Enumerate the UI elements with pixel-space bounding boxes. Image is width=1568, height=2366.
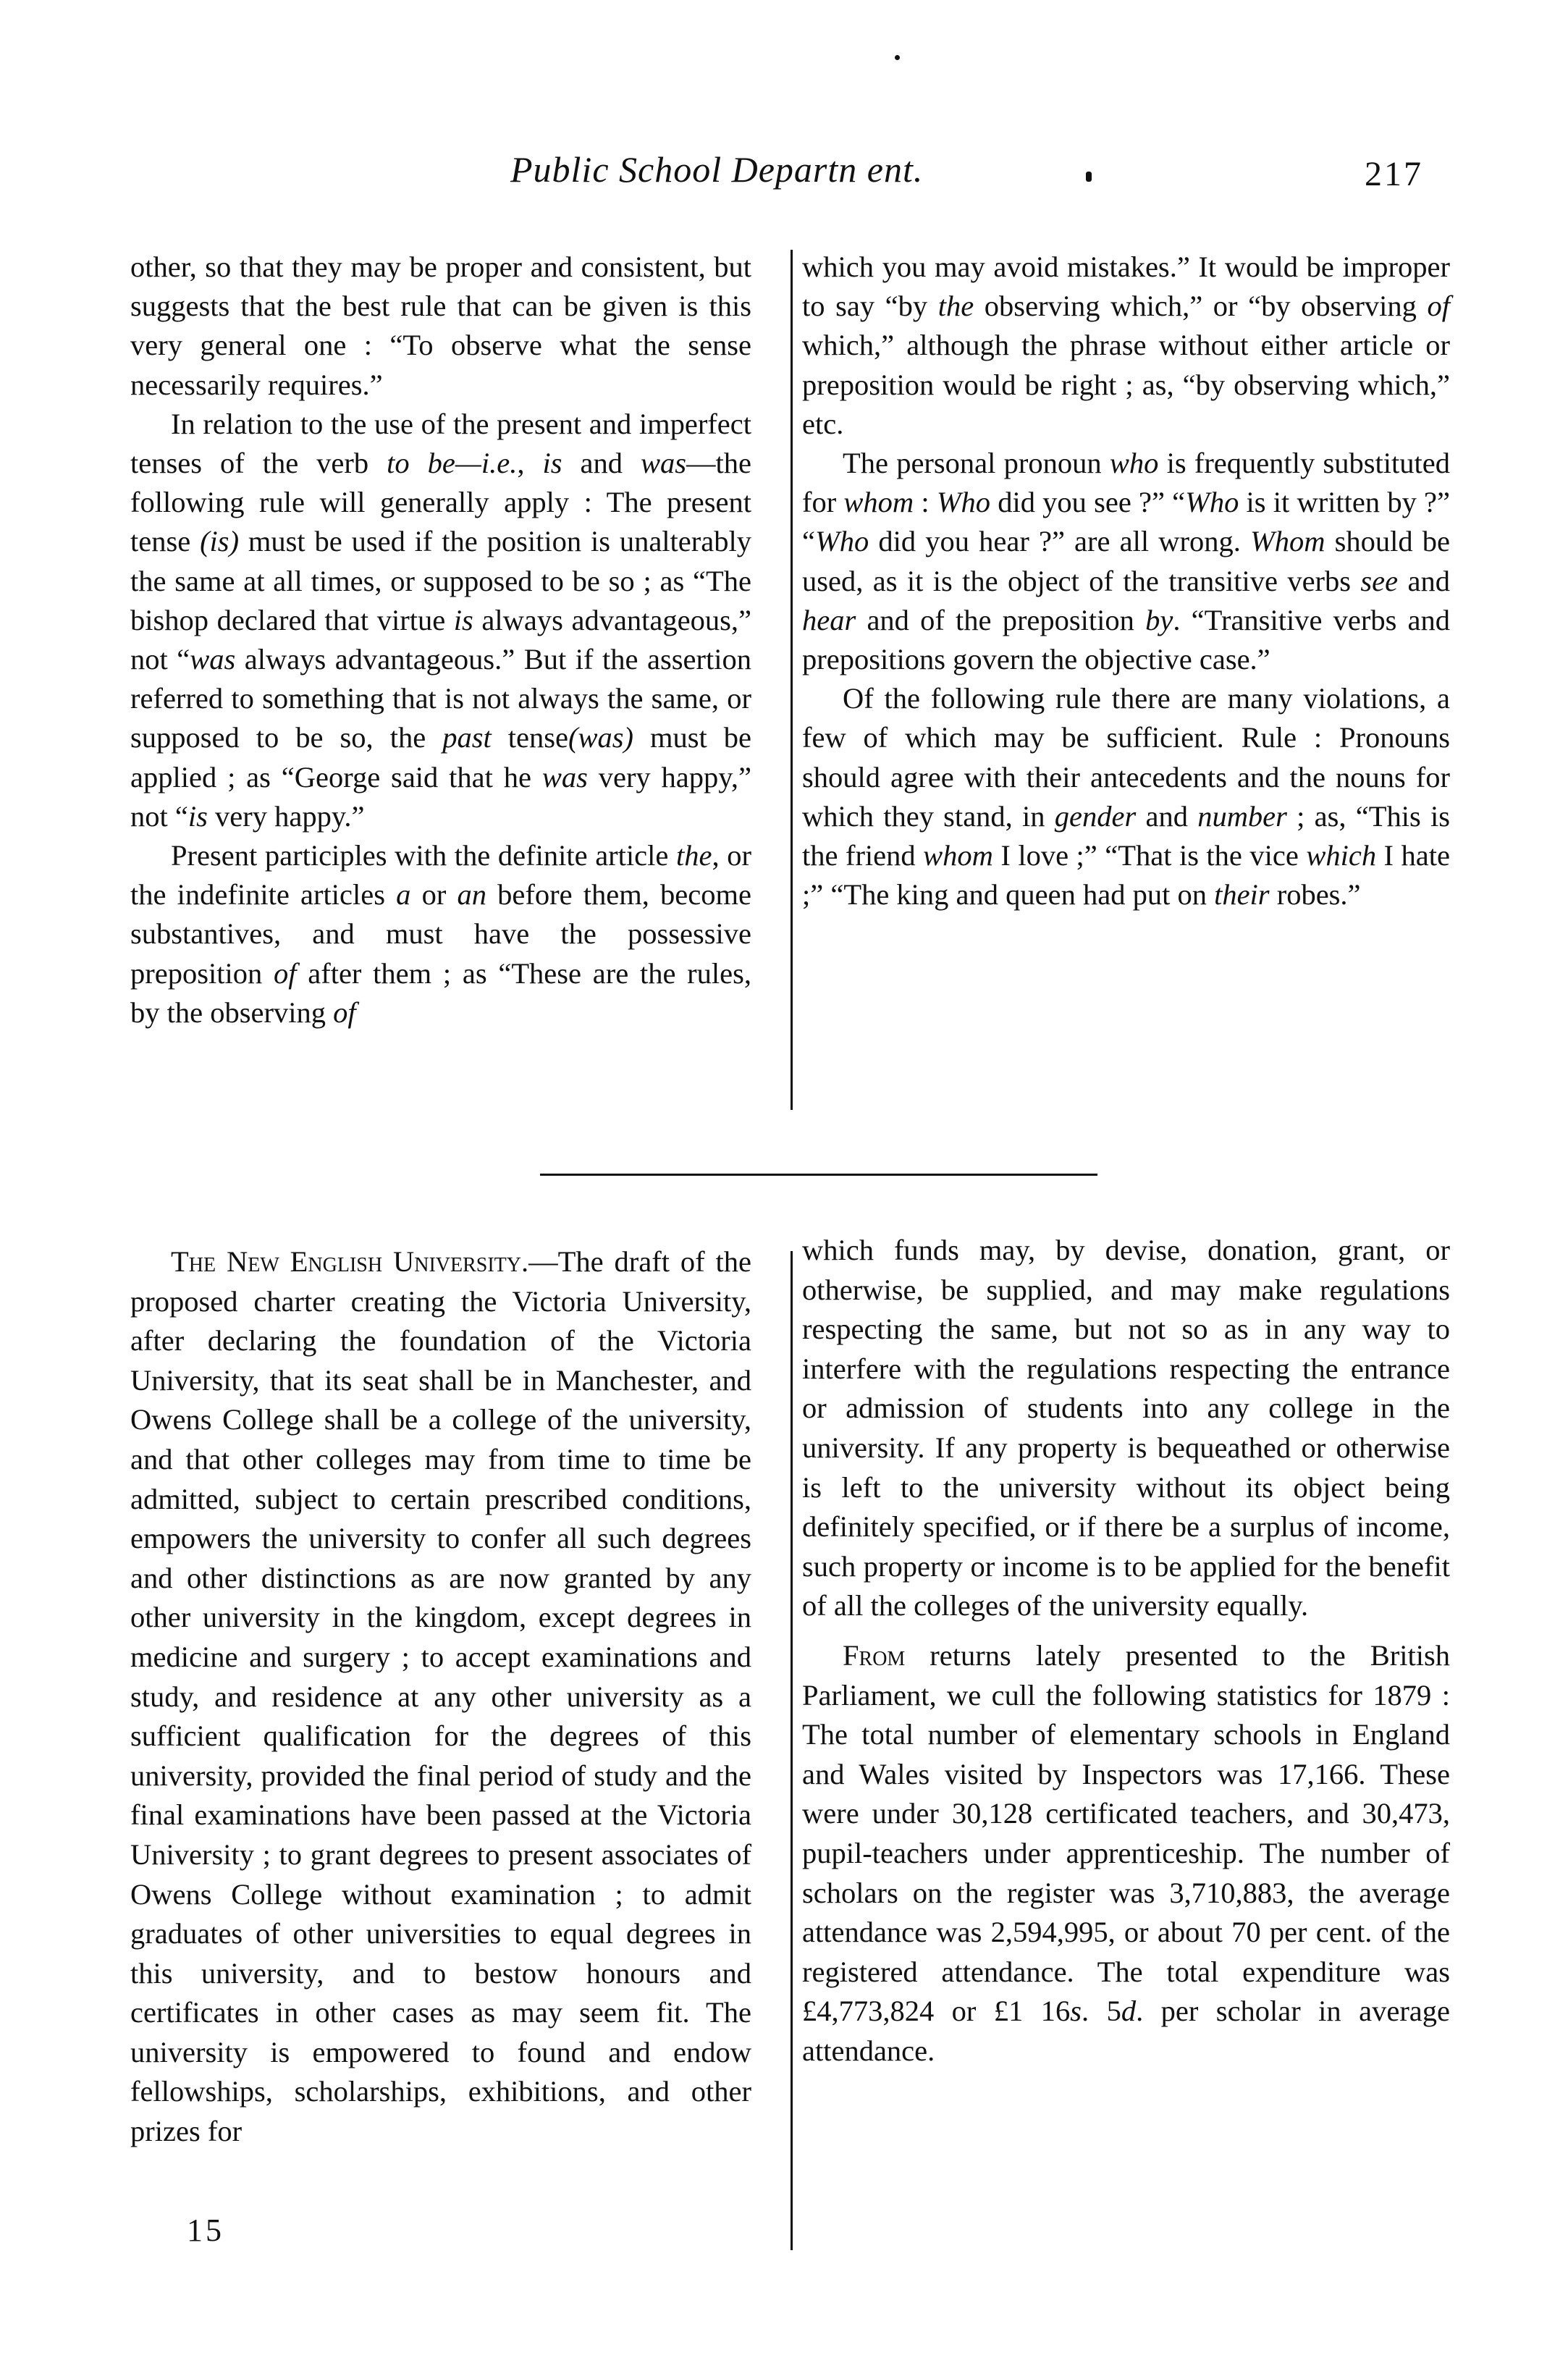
- header-ink-mark: [1086, 172, 1092, 182]
- signature-mark: 15: [187, 2213, 224, 2248]
- running-header: [0, 148, 1568, 206]
- column-divider-lower: [791, 1251, 793, 2250]
- stray-ink-mark: [895, 55, 900, 60]
- column-divider-upper: [791, 250, 793, 1110]
- upper-right-column: [802, 248, 1450, 914]
- section-separator-rule: [540, 1174, 1097, 1176]
- paragraph: which you may avoid mistakes.” It would be improper to say “by the observing which,” or “by observing of which,” although the phrase without either article or preposition would be right ; as, “by observing which,” etc.: [802, 251, 1450, 440]
- upper-left-column: [130, 248, 751, 1032]
- paragraph: The personal pronoun who is frequently substituted for whom : Who did you see ?” “Who is it written by ?” “Who did you hear ?” are all wrong. Whom should be used, as it is the object of the transitive verbs see and hear and of the preposition by. “Transitive verbs and prepositions govern the objective case.”: [802, 447, 1450, 676]
- paragraph: which funds may, by devise, donation, grant, or otherwise, be supplied, and may make regulations respecting the same, but not so as in any way to interfere with the regulations respecting the entrance or admission of students into any college in the university. If any property is bequeathed or otherwise is left to the university without its object being definitely specified, or if there be a surplus of income, such property or income is to be applied for the benefit of all the colleges of the university equally.: [802, 1234, 1450, 1622]
- paragraph: other, so that they may be proper and consistent, but suggests that the best rule that can be given is this very general one : “To observe what the sense necessarily requires.”: [130, 251, 751, 401]
- paragraph: In relation to the use of the present and imperfect tenses of the verb to be—i.e., is and was—the following rule will generally apply : The present tense (is) must be used if the position is unalterably the same at all times, or supposed to be so ; as “The bishop declared that virtue is always advantageous,” not “was always advantageous.” But if the assertion referred to something that is not always the same, or supposed to be so, the past tense(was) must be applied ; as “George said that he was very happy,” not “is very happy.”: [130, 407, 752, 833]
- page-number: 217: [1365, 155, 1423, 193]
- running-title: Public School Departn ent.: [510, 149, 924, 190]
- lower-left-column: [130, 1242, 751, 2152]
- paragraph: From returns lately presented to the British Parliament, we cull the following statistics for 1879 : The total number of elementary schools in England and Wales visited by Inspectors was 17,166. These were under 30,128 certificated teachers, and 30,473, pupil-teachers under apprenticeship. The number of scholars on the register was 3,710,883, the average attendance was 2,594,995, or about 70 per cent. of the registered attendance. The total expenditure was £4,773,824 or £1 16s. 5d. per scholar in average attendance.: [802, 1638, 1451, 2067]
- paragraph: The New English University.—The draft of the proposed charter creating the Victoria University, after declaring the foundation of the Victoria University, that its seat shall be in Manchester, and Owens College shall be a college of the university, and that other colleges may from time to time be admitted, subject to certain prescribed conditions, empowers the university to confer all such degrees and other distinctions as are now granted by any other university in the kingdom, except degrees in medicine and surgery ; to accept examinations and study, and residence at any other university as a sufficient qualification for the degrees of this university, provided the final period of study and the final examinations have been passed at the Victoria University ; to grant degrees to present associates of Owens College without examination ; to admit graduates of other universities to equal degrees in this university, and to bestow honours and certificates in other cases as may seem fit. The university is empowered to found and endow fellowships, scholarships, exhibitions, and other prizes for: [130, 1245, 751, 2148]
- paragraph: Of the following rule there are many violations, a few of which may be sufficient. Rule : Pronouns should agree with their antecedents and the nouns for which they stand, in gender and number ; as, “This is the friend whom I love ;” “That is the vice which I hate ;” “The king and queen had put on their robes.”: [802, 682, 1450, 912]
- paragraph: Present participles with the definite article the, or the indefinite articles a or an before them, become substantives, and must have the possessive preposition of after them ; as “These are the rules, by the observing of: [130, 839, 752, 1029]
- lower-right-column: [802, 1231, 1450, 2071]
